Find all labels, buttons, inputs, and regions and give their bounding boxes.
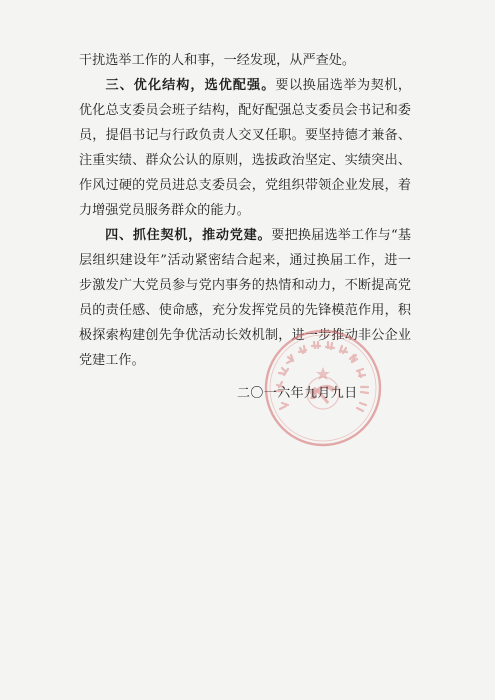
document-date: 二〇一六年九月九日 (237, 386, 358, 401)
section-four-body: 要把换届选举工作与“基层组织建设年”活动紧密结合起来，通过换届工作，进一步激发广大党员参与党内事务的热情和动力，不断提高党员的责任感、使命感，充分发挥党员的先锋模范作用，积极探索构建创先争优活动长效机制，进一步推动非公企业党建工作。 (79, 228, 411, 368)
paragraph-text: 干扰选举工作的人和事，一经发现，从严查处。 (79, 53, 356, 68)
section-three-paragraph (79, 73, 411, 223)
section-three-body: 要以换届选举为契机，优化总支委员会班子结构，配好配强总支委员会书记和委员，提倡书记与行政负责人交叉任职。要坚持德才兼备、注重实绩、群众公认的原则，选拔政治坚定、实绩突出、作风过硬的党员进总支委员会，党组织带领企业发展，着力增强党员服务群众的能力。 (79, 78, 411, 218)
section-four-heading: 四、抓住契机，推动党建。 (105, 228, 272, 243)
document-body (79, 48, 411, 373)
section-three-heading: 三、优化结构，选优配强。 (105, 78, 276, 93)
closing-line-prev-section (79, 48, 411, 73)
